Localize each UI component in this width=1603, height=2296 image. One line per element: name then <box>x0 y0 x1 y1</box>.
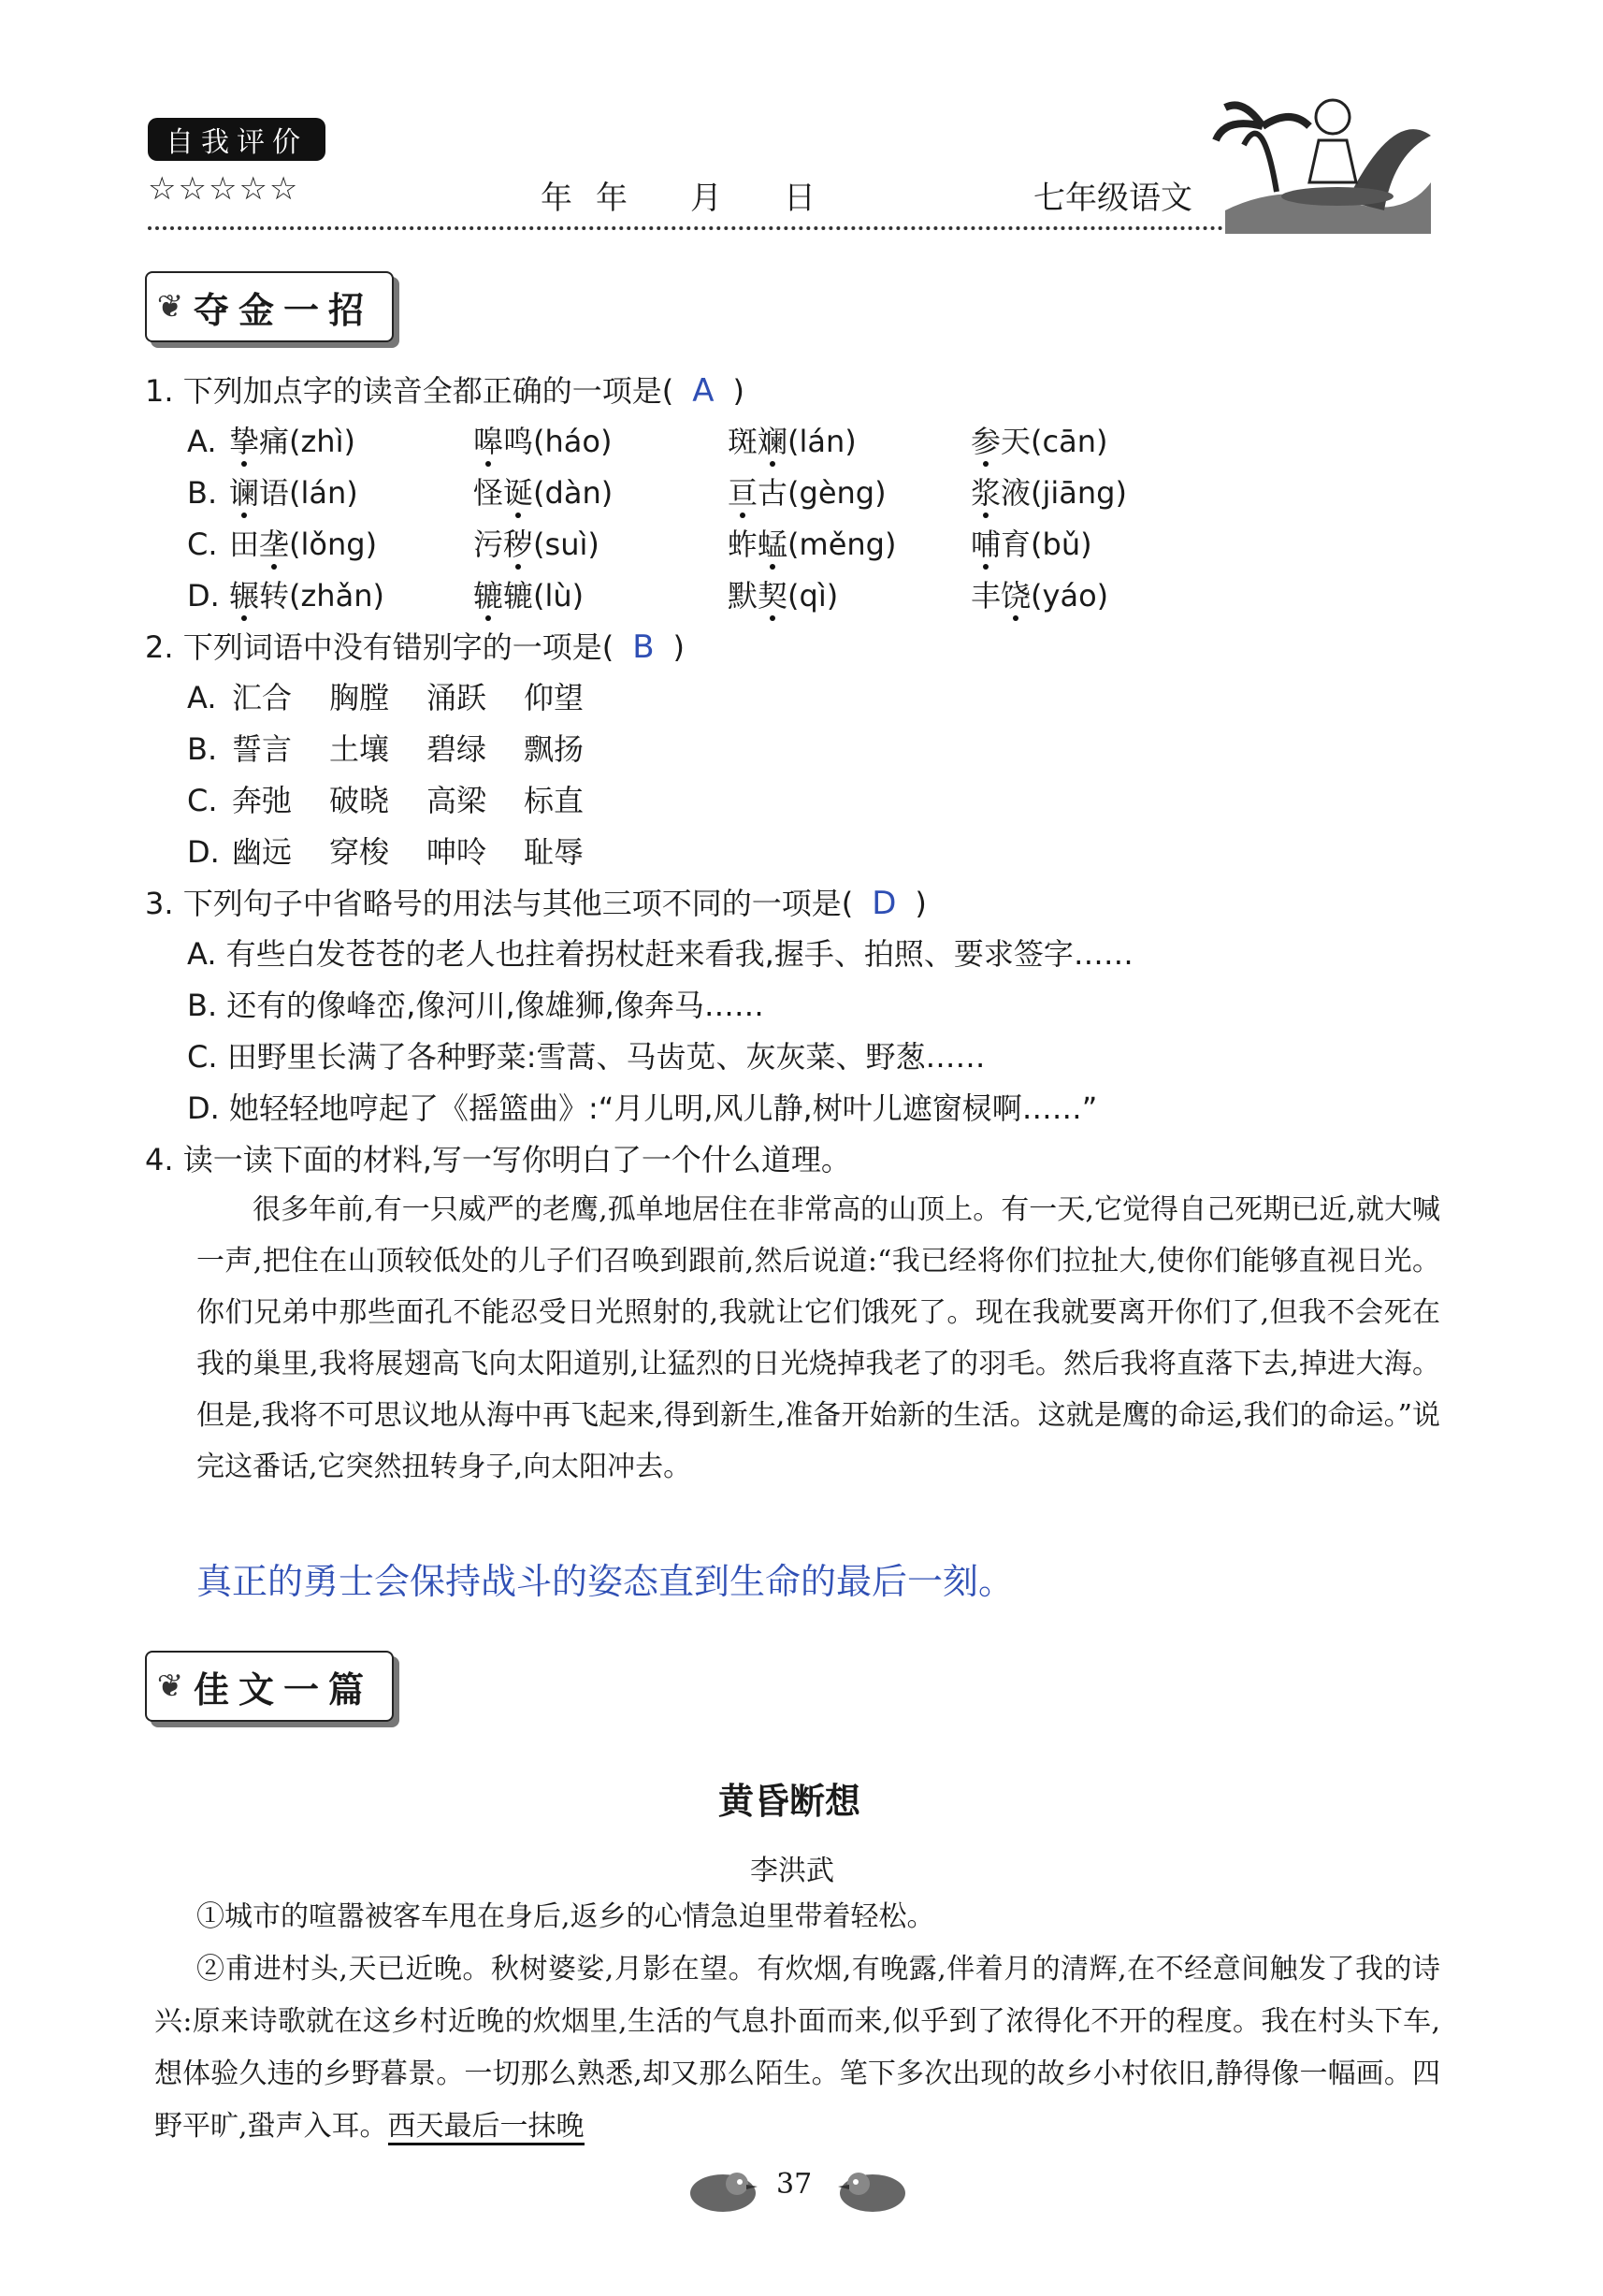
essay-paragraph-2 <box>154 1943 1440 2153</box>
q1-option-a <box>187 423 217 460</box>
q1-b-item3: 亘古(gèng) <box>728 475 887 511</box>
q1-option-letter: D. <box>187 578 220 614</box>
scroll-ornament-icon: ❦ <box>156 1668 184 1705</box>
q1-c-item2: 污秽(suì) <box>473 527 599 562</box>
q1-answer: A <box>692 372 715 410</box>
q1-c-item3: 蚱蜢(měng) <box>728 527 897 562</box>
dotted-char: 谰 <box>229 475 260 511</box>
dotted-char: 辘 <box>473 578 504 614</box>
dotted-char: 参 <box>971 424 1002 459</box>
page-number: 37 <box>776 2168 813 2201</box>
question-4-stem: 4. 读一读下面的材料,写一写你明白了一个什么道理。 <box>145 1142 851 1177</box>
q2-word: 汇合 <box>232 680 293 715</box>
grade-subject: 七年级语文 <box>1033 180 1192 217</box>
q2-text: 2. 下列词语中没有错别字的一项是( <box>145 629 614 665</box>
q2-option-c <box>187 782 585 819</box>
dotted-char: 契 <box>758 578 788 614</box>
q1-option-letter: C. <box>187 527 218 562</box>
essay-p2-text: ②甫进村头,天已近晚。秋树婆娑,月影在望。有炊烟,有晚露,伴着月的清辉,在不经意间触发了我的诗兴:原来诗歌就在这乡村近晚的炊烟里,生活的气息扑面而来,似乎到了浓得化不开的程度。我在村头下车,想体验久违的乡野暮景。一切那么熟悉,却又那么陌生。笔下多次出现的故乡小村依旧,静得像一幅画。四野平旷,蛩声入耳。 <box>154 1953 1440 2143</box>
q2-letter: A. <box>187 680 217 715</box>
q2-close: ) <box>672 629 686 665</box>
q2-word: 奔弛 <box>232 783 293 818</box>
essay-title: 黄昏断想 <box>718 1780 861 1822</box>
date-year-2: 年 <box>596 180 628 217</box>
q1-d-item4: 丰饶(yáo) <box>971 578 1109 614</box>
q2-word: 耻辱 <box>524 834 585 870</box>
q3-option-c: C. 田野里长满了各种野菜:雪蒿、马齿苋、灰灰菜、野葱…… <box>187 1039 986 1075</box>
q3-text: 3. 下列句子中省略号的用法与其他三项不同的一项是( <box>145 886 854 921</box>
q2-word: 碧绿 <box>426 731 487 767</box>
q1-d-item2: 辘辘(lù) <box>473 578 585 614</box>
dotted-char: 嗥 <box>473 424 504 459</box>
q2-word: 破晓 <box>329 783 390 818</box>
dotted-char: 亘 <box>728 475 758 511</box>
date-day: 日 <box>784 180 816 217</box>
q1-option-c <box>187 526 218 563</box>
self-evaluation-badge: 自我评价 <box>148 118 325 161</box>
q1-b-item1: 谰语(lán) <box>229 475 358 511</box>
q2-word: 飘扬 <box>524 731 585 767</box>
q2-option-a <box>187 679 585 716</box>
section-label-winning-tip <box>145 271 394 342</box>
q4-answer: 真正的勇士会保持战斗的姿态直到生命的最后一刻。 <box>196 1561 1015 1602</box>
q2-word: 土壤 <box>329 731 390 767</box>
scroll-ornament-icon: ❦ <box>156 288 184 325</box>
section-title: 佳文一篇 <box>194 1668 374 1711</box>
q2-word: 胸膛 <box>329 680 390 715</box>
q4-passage: 很多年前,有一只威严的老鹰,孤单地居住在非常高的山顶上。有一天,它觉得自己死期已近,就大喊一声,把住在山顶较低处的儿子们召唤到跟前,然后说道:“我已经将你们拉扯大,使你们能够直视日光。你们兄弟中那些面孔不能忍受日光照射的,我就让它们饿死了。现在我就要离开你们了,但我不会死在我的巢里,我将展翅高飞向太阳道别,让猛烈的日光烧掉我老了的羽毛。然后我将直落下去,掉进大海。但是,我将不可思议地从海中再飞起来,得到新生,准备开始新的生活。这就是鹰的命运,我们的命运。”说完这番话,它突然扭转身子,向太阳冲去。 <box>196 1193 1440 1483</box>
q2-word: 呻呤 <box>426 834 487 870</box>
dotted-char: 浆 <box>971 475 1002 511</box>
dotted-char: 挚 <box>229 424 260 459</box>
q1-d-item1: 辗转(zhǎn) <box>229 578 384 614</box>
q1-option-letter: A. <box>187 424 217 459</box>
dotted-char: 饶 <box>1001 578 1032 614</box>
q1-option-d <box>187 577 220 614</box>
dotted-char: 辗 <box>229 578 260 614</box>
q1-close: ) <box>732 373 744 409</box>
surfer-illustration-icon <box>1206 70 1440 238</box>
rating-stars: ☆☆☆☆☆ <box>148 170 300 208</box>
bird-left-icon <box>681 2160 765 2217</box>
q3-option-d: D. 她轻轻地哼起了《摇篮曲》:“月儿明,风儿静,树叶儿遮窗棂啊……” <box>187 1090 1098 1126</box>
q3-close: ) <box>915 886 927 921</box>
section-title: 夺金一招 <box>194 288 374 331</box>
q3-option-a: A. 有些白发苍苍的老人也拄着拐杖赶来看我,握手、拍照、要求签字…… <box>187 936 1134 972</box>
essay-p2-underlined: 西天最后一抹晚 <box>388 2110 585 2145</box>
header-divider <box>148 226 1223 230</box>
dotted-char: 斓 <box>758 424 788 459</box>
dotted-char: 垄 <box>259 527 290 562</box>
dotted-char: 哺 <box>971 527 1002 562</box>
q3-answer: D <box>872 885 897 922</box>
q1-b-item2: 怪诞(dàn) <box>473 475 614 511</box>
question-2-stem <box>145 628 685 666</box>
bird-right-icon <box>830 2160 915 2217</box>
q1-a-item3: 斑斓(lán) <box>728 424 857 459</box>
q1-c-item1: 田垄(lǒng) <box>229 527 378 562</box>
q1-b-item4: 浆液(jiāng) <box>971 475 1127 511</box>
essay-paragraph-1: ①城市的喧嚣被客车甩在身后,返乡的心情急迫里带着轻松。 <box>196 1900 935 1933</box>
q2-word: 高梁 <box>426 783 487 818</box>
dotted-char: 蜢 <box>758 527 788 562</box>
q2-word: 穿梭 <box>329 834 390 870</box>
section-label-fine-essay <box>145 1651 394 1722</box>
q1-option-letter: B. <box>187 475 218 511</box>
q2-letter: D. <box>187 834 220 870</box>
q2-option-b <box>187 730 585 768</box>
q2-word: 幽远 <box>232 834 293 870</box>
question-1-stem <box>145 372 744 410</box>
essay-author: 李洪武 <box>750 1855 834 1887</box>
question-3-stem <box>145 885 927 922</box>
q2-letter: C. <box>187 783 218 818</box>
q1-a-item1: 挚痛(zhì) <box>229 424 355 459</box>
q1-a-item4: 参天(cān) <box>971 424 1108 459</box>
q2-word: 誓言 <box>232 731 293 767</box>
q2-word: 标直 <box>524 783 585 818</box>
dotted-char: 诞 <box>503 475 534 511</box>
q1-a-item2: 嗥鸣(háo) <box>473 424 613 459</box>
date-month: 月 <box>690 180 722 217</box>
q2-letter: B. <box>187 731 218 767</box>
q1-option-b <box>187 474 217 512</box>
q2-word: 仰望 <box>524 680 585 715</box>
date-year: 年 <box>541 180 572 217</box>
q2-word: 涌跃 <box>426 680 487 715</box>
dotted-char: 秽 <box>503 527 534 562</box>
q1-c-item4: 哺育(bǔ) <box>971 527 1092 562</box>
q3-option-b: B. 还有的像峰峦,像河川,像雄狮,像奔马…… <box>187 988 764 1023</box>
q1-d-item3: 默契(qì) <box>728 578 839 614</box>
q1-text: 1. 下列加点字的读音全都正确的一项是( <box>145 373 674 409</box>
q2-option-d <box>187 833 585 871</box>
q2-answer: B <box>632 628 655 666</box>
